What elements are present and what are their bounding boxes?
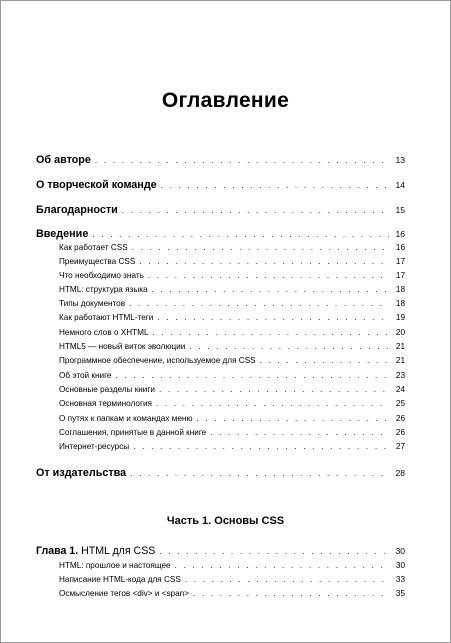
toc-subentry-label: О путях к папкам и командах меню <box>59 414 193 423</box>
toc-page-number: 26 <box>395 428 405 437</box>
toc-page-number: 24 <box>395 385 405 394</box>
toc-subentry-label: Написание HTML-кода для CSS <box>59 575 181 584</box>
toc-entry-label: О творческой команде <box>36 179 157 191</box>
dot-leader <box>159 547 389 556</box>
toc-subentry[interactable] <box>59 313 405 322</box>
toc-subentry-label: HTML: структура языка <box>59 285 148 294</box>
toc-page-number: 30 <box>395 561 405 570</box>
toc-subentry-label: Как работает CSS <box>59 243 128 252</box>
toc-subentry-label: Основные разделы книги <box>59 385 155 394</box>
toc-subentry-label: Интернет-ресурсы <box>59 442 130 451</box>
toc-entry-publisher[interactable] <box>36 467 405 479</box>
toc-entry-label: Благодарности <box>36 204 118 216</box>
dot-leader <box>157 313 389 322</box>
dot-leader <box>260 356 389 365</box>
toc-page-number: 16 <box>395 229 405 239</box>
toc-subentry[interactable] <box>59 271 405 280</box>
toc-subentry[interactable] <box>59 414 405 423</box>
dot-leader <box>161 181 389 190</box>
toc-subentry[interactable] <box>59 589 405 598</box>
dot-leader <box>148 271 389 280</box>
toc-page-number: 23 <box>395 371 405 380</box>
toc-subentry[interactable] <box>59 243 405 252</box>
dot-leader <box>159 385 389 394</box>
dot-leader <box>139 257 389 266</box>
toc-subentry[interactable] <box>59 299 405 308</box>
toc-subentry-label: Типы документов <box>59 299 126 308</box>
toc-subentry-label: Как работают HTML-теги <box>59 313 154 322</box>
chapter-title: HTML для CSS <box>81 545 156 557</box>
toc-page-number: 19 <box>395 313 405 322</box>
toc-entry-about-author[interactable] <box>36 154 405 166</box>
toc-page-number: 20 <box>395 328 405 337</box>
toc-page-number: 13 <box>395 155 405 165</box>
toc-page-number: 26 <box>395 414 405 423</box>
toc-page-number: 17 <box>395 257 405 266</box>
toc-subentry[interactable] <box>59 575 405 584</box>
toc-subentry[interactable] <box>59 328 405 337</box>
dot-leader <box>130 469 389 478</box>
toc-page-number: 30 <box>395 546 405 556</box>
toc-page-number: 33 <box>395 575 405 584</box>
toc-entry-acknowledgements[interactable] <box>36 204 405 216</box>
toc-entry-label: Введение <box>36 228 89 240</box>
toc-subentry[interactable] <box>59 285 405 294</box>
dot-leader <box>153 328 389 337</box>
toc-page-number: 15 <box>395 205 405 215</box>
dot-leader <box>189 342 389 351</box>
toc-subentry-label: Осмысление тегов <div> и <span> <box>59 589 189 598</box>
dot-leader <box>132 243 389 252</box>
toc-subentry-label: HTML5 — новый виток эволюции <box>59 342 186 351</box>
toc-subentry-label: HTML: прошлое и настоящее <box>59 561 171 570</box>
toc-page-number: 21 <box>395 356 405 365</box>
toc-subentry[interactable] <box>59 356 405 365</box>
toc-subentry-label: Основная терминология <box>59 399 152 408</box>
dot-leader <box>133 442 389 451</box>
toc-page-number: 21 <box>395 342 405 351</box>
toc-entry-chapter-1[interactable] <box>36 545 405 557</box>
chapter-prefix: Глава 1. <box>36 545 79 557</box>
toc-page-number: 28 <box>395 468 405 478</box>
toc-subentry[interactable] <box>59 561 405 570</box>
toc-page-number: 16 <box>395 243 405 252</box>
toc-subentry-label: Преимущества CSS <box>59 257 136 266</box>
toc-entry-label: От издательства <box>36 467 127 479</box>
toc-subentry-label: Немного слов о XHTML <box>59 328 149 337</box>
toc-page-number: 18 <box>395 299 405 308</box>
dot-leader <box>95 156 389 165</box>
toc-subentry[interactable] <box>59 385 405 394</box>
dot-leader <box>129 299 389 308</box>
toc-page-number: 35 <box>395 589 405 598</box>
toc-subentry[interactable] <box>59 371 405 380</box>
toc-entry-label: Об авторе <box>36 154 91 166</box>
toc-page-number: 14 <box>395 180 405 190</box>
toc-subentry[interactable] <box>59 428 405 437</box>
dot-leader <box>152 285 389 294</box>
dot-leader <box>210 428 389 437</box>
toc-entry-label <box>36 545 155 557</box>
part-heading: Часть 1. Основы CSS <box>166 515 285 527</box>
toc-entry-creative-team[interactable] <box>36 179 405 191</box>
dot-leader <box>156 399 389 408</box>
toc-subentry-label: Что необходимо знать <box>59 271 144 280</box>
toc-subentry[interactable] <box>59 442 405 451</box>
toc-subentry[interactable] <box>59 399 405 408</box>
toc-page-number: 17 <box>395 271 405 280</box>
dot-leader <box>197 414 389 423</box>
toc-page-number: 25 <box>395 399 405 408</box>
toc-subentry-label: Об этой книге <box>59 371 112 380</box>
dot-leader <box>115 371 389 380</box>
dot-leader <box>122 206 389 215</box>
toc-subentry[interactable] <box>59 257 405 266</box>
toc-page-number: 27 <box>395 442 405 451</box>
dot-leader <box>175 561 389 570</box>
toc-subentry[interactable] <box>59 342 405 351</box>
toc-page-number: 18 <box>395 285 405 294</box>
toc-subentry-label: Программное обеспечение, используемое для CSS <box>59 356 256 365</box>
dot-leader <box>193 589 389 598</box>
dot-leader <box>92 230 389 239</box>
page-title: Оглавление <box>161 89 290 112</box>
toc-entry-introduction[interactable] <box>36 228 405 240</box>
dot-leader <box>185 575 389 584</box>
toc-subentry-label: Соглашения, принятые в данной книге <box>59 428 207 437</box>
